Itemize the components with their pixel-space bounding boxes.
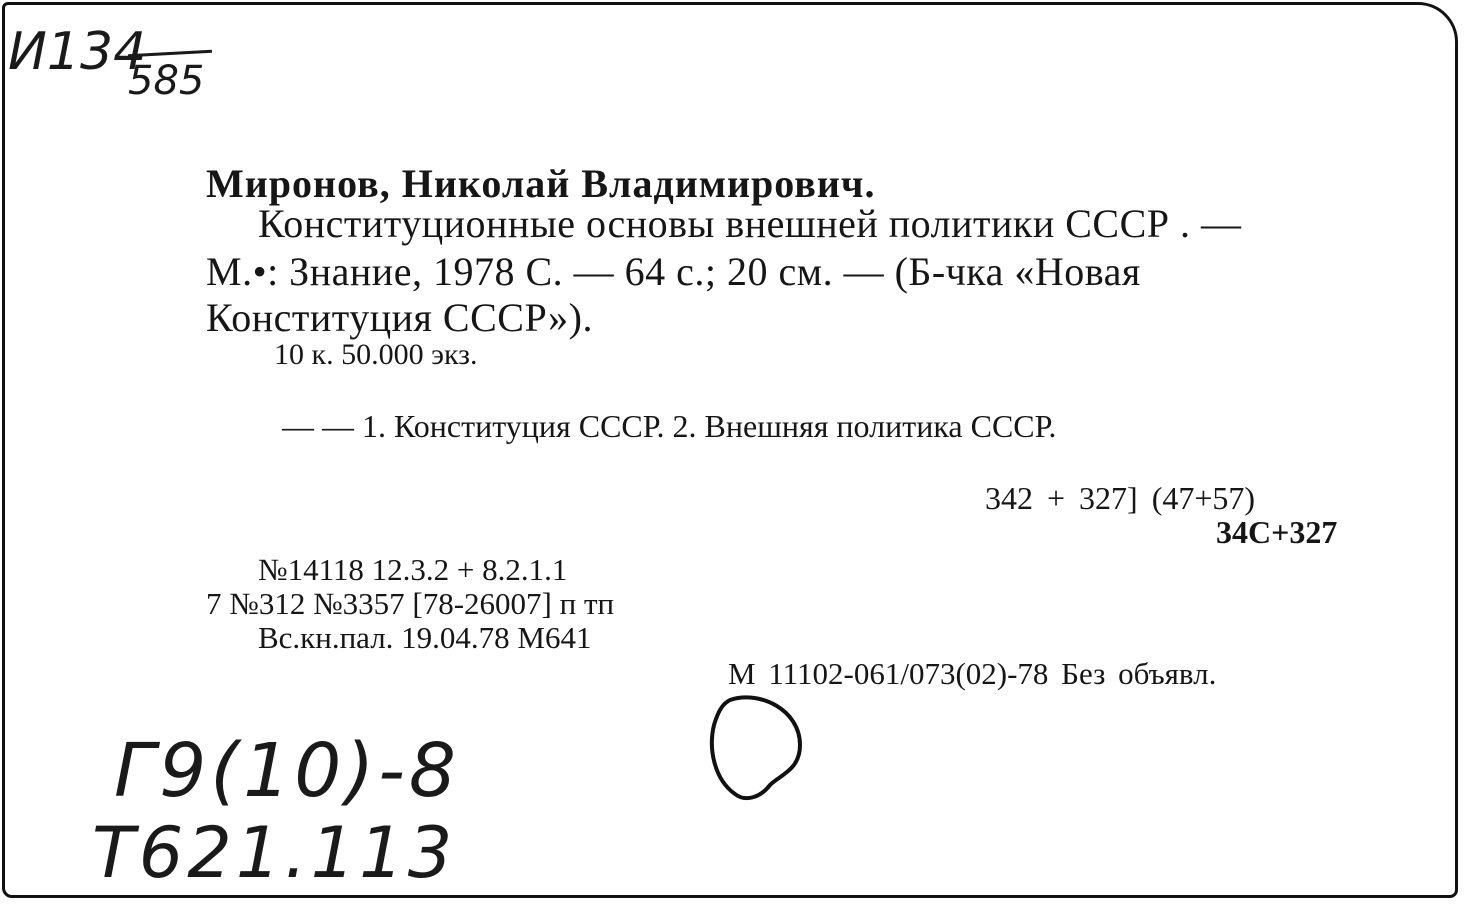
title-line-3: Конституция СССР»). — [206, 295, 593, 340]
price-and-print-run: 10 к. 50.000 экз. — [274, 338, 478, 371]
note-line: 7 №312 №3357 [78-26007] п тп — [206, 586, 615, 621]
handwritten-code-sub: 585 — [128, 58, 205, 104]
classification-index: 342 + 327] (47+57) — [985, 480, 1256, 516]
title-line-2: М.•: Знание, 1978 С. — 64 с.; 20 см. — (Б-чка «Новая — [206, 249, 1141, 294]
note-line: Вс.кн.пал. 19.04.78 М641 — [258, 620, 592, 655]
title-line-1: Конституционные основы внешней политики СССР . — — [258, 201, 1242, 246]
handwritten-class-1: Г9(10)-8 — [114, 728, 460, 814]
card-hole-mark — [700, 690, 810, 810]
handwritten-class-2: Т621.113 — [92, 812, 457, 894]
handwritten-code: И134 — [8, 22, 147, 82]
subject-headings: — — 1. Конституция СССР. 2. Внешняя политика СССР. — [282, 408, 1057, 444]
author-name: Миронов, Николай Владимирович. — [206, 161, 876, 206]
classification-index-2: 34С+327 — [1216, 514, 1338, 550]
note-line: №14118 12.3.2 + 8.2.1.1 — [258, 552, 568, 587]
series-code: М 11102-061/073(02)-78 Без объявл. — [728, 656, 1217, 691]
